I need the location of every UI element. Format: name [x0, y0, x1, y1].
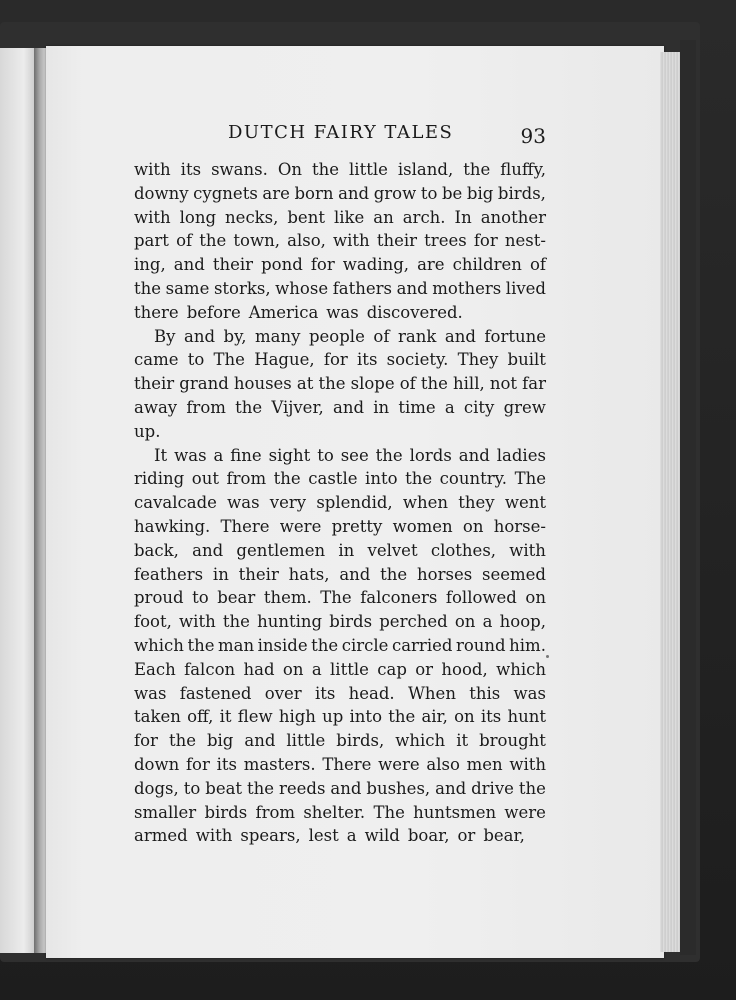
text-line: armed with spears, lest a wild boar, or bear, — [134, 826, 525, 846]
paragraph — [134, 158, 546, 325]
text-line: for the big and little birds, which it brought — [134, 731, 546, 751]
running-title: DUTCH FAIRY TALES — [228, 122, 454, 143]
text-line: down for its masters. There were also men with — [134, 754, 546, 774]
text-line: up. — [134, 421, 161, 441]
text-line: taken off, it flew high up into the air, on its hunt — [134, 707, 546, 727]
text-line: It was a fine sight to see the lords and ladies — [154, 445, 546, 465]
text-line: which the man inside the circle carried round him. — [134, 635, 546, 655]
stray-mark — [546, 655, 549, 658]
text-line: their grand houses at the slope of the hill, not far — [134, 374, 546, 394]
text-line: proud to bear them. The falconers followed on — [134, 588, 546, 608]
text-line: dogs, to beat the reeds and bushes, and drive the — [134, 778, 546, 798]
text-line: foot, with the hunting birds perched on a hoop, — [134, 612, 546, 632]
cover-spine-edge — [680, 40, 696, 955]
text-line: cavalcade was very splendid, when they went — [134, 493, 546, 513]
text-line: with long necks, bent like an arch. In another — [134, 207, 546, 227]
running-head — [130, 120, 546, 150]
paragraph — [134, 444, 546, 849]
text-line: was fastened over its head. When this was — [134, 683, 546, 703]
text-line: back, and gentlemen in velvet clothes, with — [134, 540, 546, 560]
text-line: away from the Vijver, and in time a city grew — [134, 397, 546, 417]
page-number: 93 — [520, 124, 546, 148]
text-line: feathers in their hats, and the horses seemed — [134, 564, 546, 584]
page-fore-edge — [660, 52, 680, 952]
text-line: part of the town, also, with their trees for nest- — [134, 231, 546, 251]
text-line: riding out from the castle into the country. The — [134, 469, 546, 489]
text-line: downy cygnets are born and grow to be big birds, — [134, 183, 546, 203]
text-line: with its swans. On the little island, the fluffy, — [134, 160, 546, 179]
paragraph — [134, 325, 546, 444]
text-line: hawking. There were pretty women on horse- — [134, 516, 546, 536]
left-page-edge — [0, 48, 35, 953]
text-line: there before America was discovered. — [134, 302, 463, 322]
text-line: ing, and their pond for wading, are children of — [134, 255, 546, 275]
text-line: By and by, many people of rank and fortune — [154, 326, 546, 346]
body-text — [134, 158, 546, 848]
text-line: smaller birds from shelter. The huntsmen were — [134, 802, 546, 822]
text-line: Each falcon had on a little cap or hood, which — [134, 659, 546, 679]
text-line: came to The Hague, for its society. They built — [134, 350, 546, 370]
text-line: the same storks, whose fathers and mothers lived — [134, 278, 546, 298]
